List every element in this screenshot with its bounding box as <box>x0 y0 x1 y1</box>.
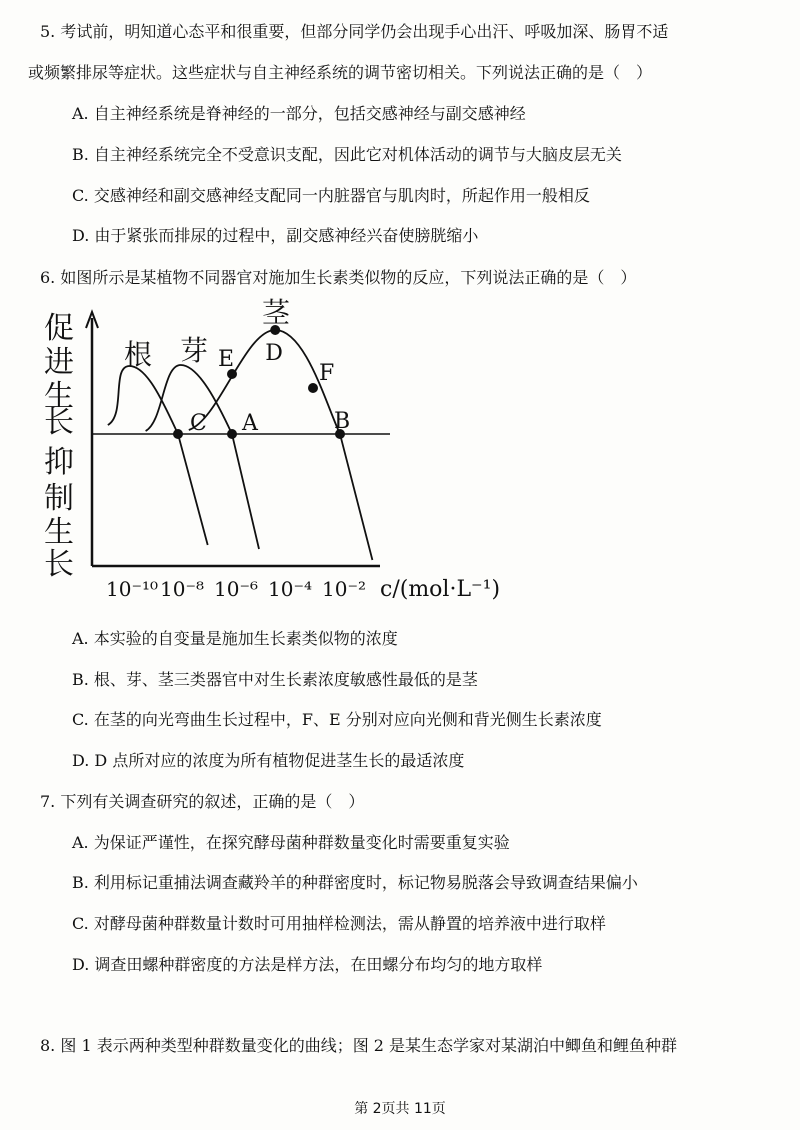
q5-option-d: D. 由于紧张而排尿的过程中，副交感神经兴奋使膀胱缩小 <box>72 226 479 245</box>
q6-option-c: C. 在茎的向光弯曲生长过程中，F、E 分别对应向光侧和背光侧生长素浓度 <box>72 710 602 729</box>
q7-option-d: D. 调查田螺种群密度的方法是样方法，在田螺分布均匀的地方取样 <box>72 955 543 974</box>
y-label-promote-1: 促 <box>44 311 74 346</box>
q7-option-a: A. 为保证严谨性，在探究酵母菌种群数量变化时需要重复实验 <box>72 833 510 852</box>
point-c <box>173 429 183 439</box>
series-label-3: 茎 <box>262 296 291 329</box>
x-tick-label: 10⁻⁶ <box>214 577 259 601</box>
q8-stem: 8. 图 1 表示两种类型种群数量变化的曲线；图 2 是某生态学家对某湖泊中鲫鱼和鲤鱼种群 <box>40 1036 678 1055</box>
y-label-inhibit-4: 长 <box>44 547 74 582</box>
point-label-e: E <box>218 347 235 372</box>
point-a <box>227 429 237 439</box>
y-label-promote-2: 进 <box>44 345 74 380</box>
point-label-d: D <box>265 341 283 366</box>
y-label-promote-3: 生 <box>44 379 74 414</box>
q6-stem: 6. 如图所示是某植物不同器官对施加生长素类似物的反应，下列说法正确的是（ ） <box>40 268 637 287</box>
q6-option-b: B. 根、芽、茎三类器官中对生长素浓度敏感性最低的是茎 <box>72 670 478 689</box>
point-f <box>308 383 318 393</box>
q5-option-b: B. 自主神经系统完全不受意识支配，因此它对机体活动的调节与大脑皮层无关 <box>72 145 622 164</box>
point-label-b: B <box>334 409 351 434</box>
x-tick-labels <box>106 577 366 601</box>
point-label-f: F <box>319 361 335 386</box>
q5-option-c: C. 交感神经和副交感神经支配同一内脏器官与肌肉时，所起作用一般相反 <box>72 186 590 205</box>
point-label-c: C <box>190 411 207 436</box>
page-footer: 第 2页共 11页 <box>354 1101 446 1117</box>
q7-stem: 7. 下列有关调查研究的叙述，正确的是（ ） <box>40 792 365 811</box>
series-label-1: 根 <box>124 338 153 371</box>
q7-option-b: B. 利用标记重捕法调查藏羚羊的种群密度时，标记物易脱落会导致调查结果偏小 <box>72 873 638 892</box>
q5-stem-line2: 或频繁排尿等症状。这些症状与自主神经系统的调节密切相关。下列说法正确的是（ ） <box>28 63 653 82</box>
q5-option-a: A. 自主神经系统是脊神经的一部分，包括交感神经与副交感神经 <box>72 104 526 123</box>
q7-option-c: C. 对酵母菌种群数量计数时可用抽样检测法，需从静置的培养液中进行取样 <box>72 914 606 933</box>
x-tick-label: 10⁻¹⁰ <box>106 577 159 601</box>
auxin-response-chart <box>40 292 560 620</box>
y-axis-labels <box>44 311 74 582</box>
q5-stem-line1: 5. 考试前，明知道心态平和很重要，但部分同学仍会出现手心出汗、呼吸加深、肠胃不适 <box>40 22 669 41</box>
q6-option-d: D. D 点所对应的浓度为所有植物促进茎生长的最适浓度 <box>72 751 465 770</box>
x-axis-unit: c/(mol·L⁻¹) <box>380 577 501 602</box>
q6-option-a: A. 本实验的自变量是施加生长素类似物的浓度 <box>72 629 398 648</box>
curve-1 <box>108 366 208 545</box>
y-label-inhibit-1: 抑 <box>44 445 74 480</box>
point-label-a: A <box>242 411 258 436</box>
x-tick-label: 10⁻⁴ <box>268 577 313 601</box>
x-tick-label: 10⁻⁸ <box>160 577 205 601</box>
series-label-2: 芽 <box>180 334 209 367</box>
y-label-inhibit-2: 制 <box>44 481 74 516</box>
y-label-promote-4: 长 <box>44 405 74 440</box>
x-tick-label: 10⁻² <box>322 577 367 601</box>
y-label-inhibit-3: 生 <box>44 515 74 550</box>
